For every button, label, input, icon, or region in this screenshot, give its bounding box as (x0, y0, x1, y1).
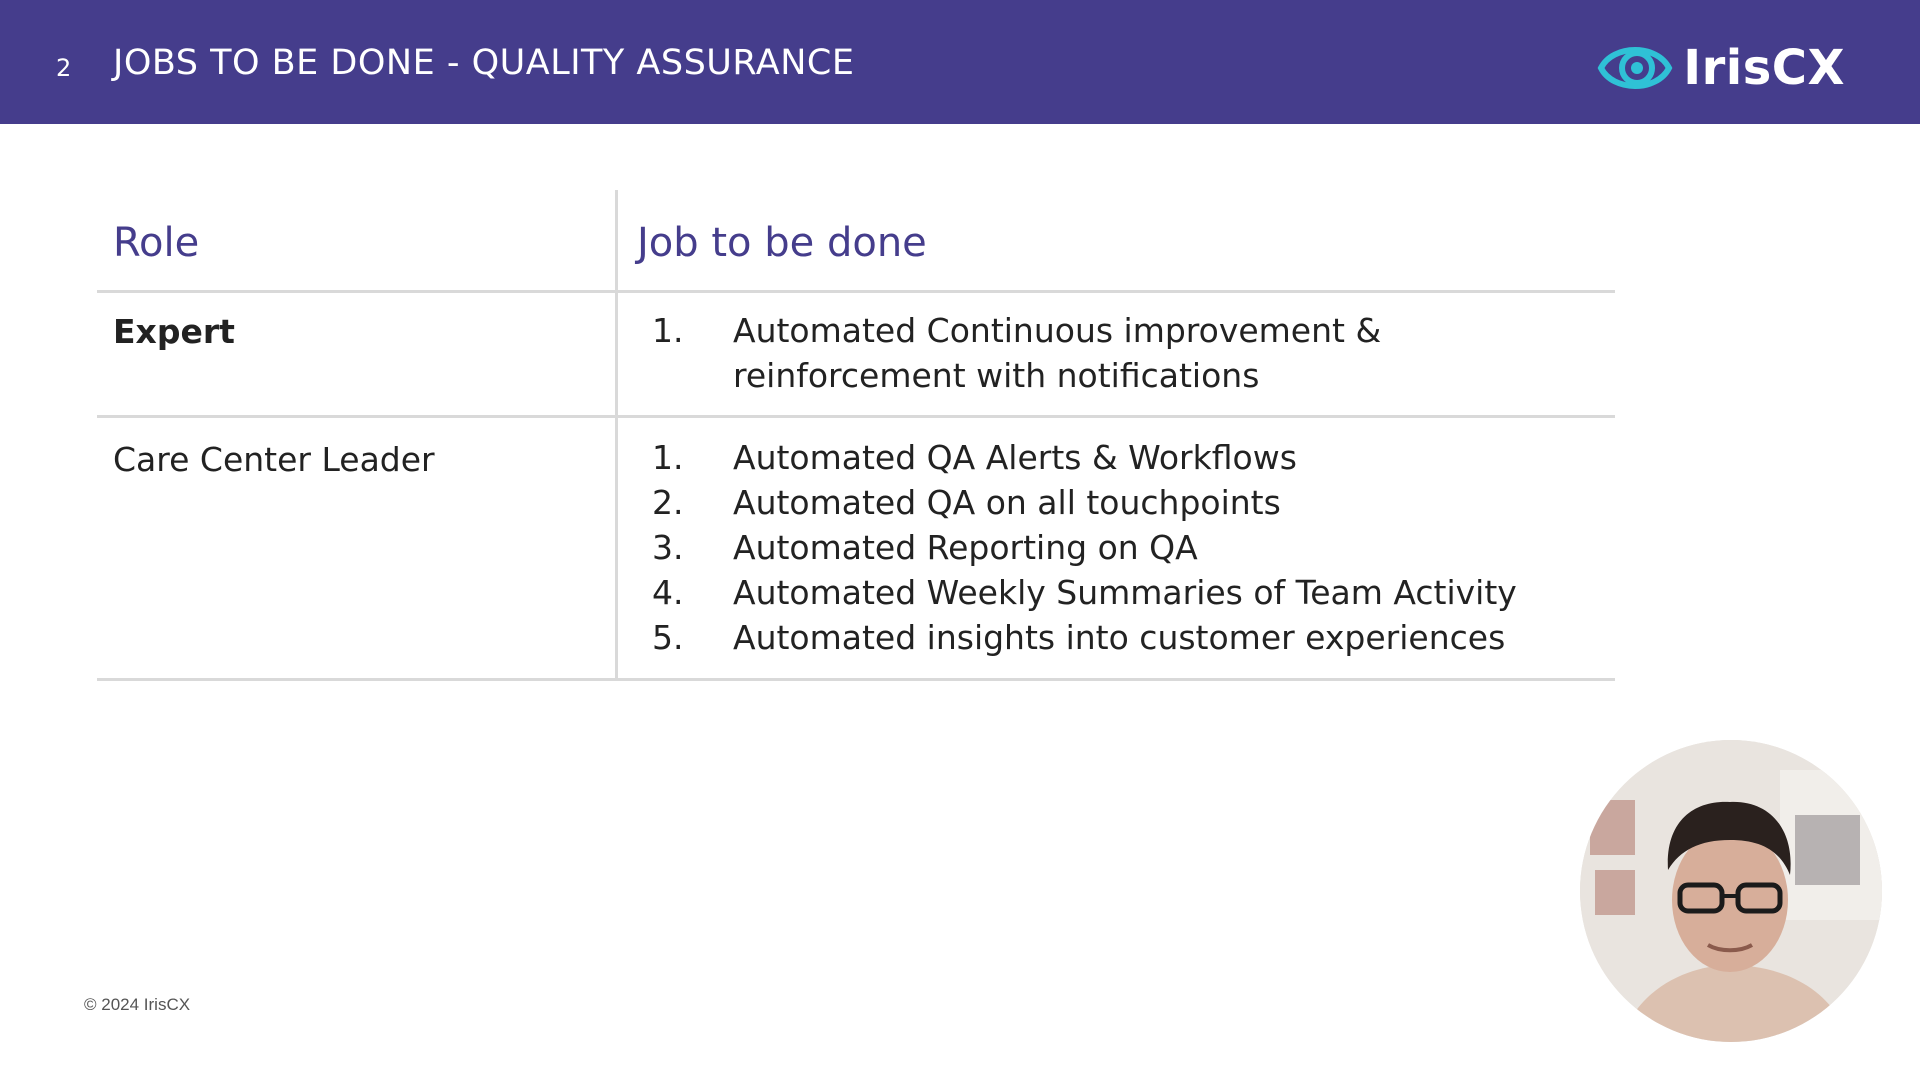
job-text: Automated Reporting on QA (733, 528, 1198, 567)
role-cell-expert: Expert (113, 312, 235, 351)
job-text: Automated QA on all touchpoints (733, 483, 1281, 522)
job-number: 5. (652, 618, 684, 657)
job-number: 2. (652, 483, 684, 522)
slide-number: 2 (56, 54, 72, 82)
role-column-header: Role (113, 220, 200, 266)
slide-title: JOBS TO BE DONE - QUALITY ASSURANCE (113, 43, 855, 83)
slide-header (0, 0, 1920, 124)
job-text: Automated QA Alerts & Workflows (733, 438, 1297, 477)
brand-name: IrisCX (1683, 40, 1845, 96)
expert-job-list (652, 308, 1612, 398)
table-bottom-border (97, 678, 1615, 681)
role-cell-care-center-leader: Care Center Leader (113, 440, 435, 479)
job-item (652, 480, 1612, 525)
job-number: 1. (652, 438, 684, 477)
jobs-table (97, 190, 1615, 684)
job-item (652, 570, 1612, 615)
job-number: 3. (652, 528, 684, 567)
job-text: Automated insights into customer experiences (733, 618, 1506, 657)
presenter-webcam-video (1580, 740, 1882, 1042)
job-text: Automated Weekly Summaries of Team Activity (733, 573, 1517, 612)
job-item (652, 308, 1612, 398)
job-column-header: Job to be done (637, 220, 927, 266)
job-number: 1. (652, 311, 684, 350)
job-item (652, 615, 1612, 660)
job-item (652, 525, 1612, 570)
job-text: Automated Continuous improvement & reinforcement with notifications (733, 311, 1382, 395)
copyright-notice: © 2024 IrisCX (84, 995, 191, 1014)
row-divider (97, 415, 1615, 418)
column-divider (615, 190, 618, 680)
job-number: 4. (652, 573, 684, 612)
eye-logo-icon (1597, 36, 1673, 100)
brand-logo (1597, 36, 1845, 100)
job-item (652, 435, 1612, 480)
header-row-divider (97, 290, 1615, 293)
care-center-leader-job-list (652, 435, 1612, 660)
